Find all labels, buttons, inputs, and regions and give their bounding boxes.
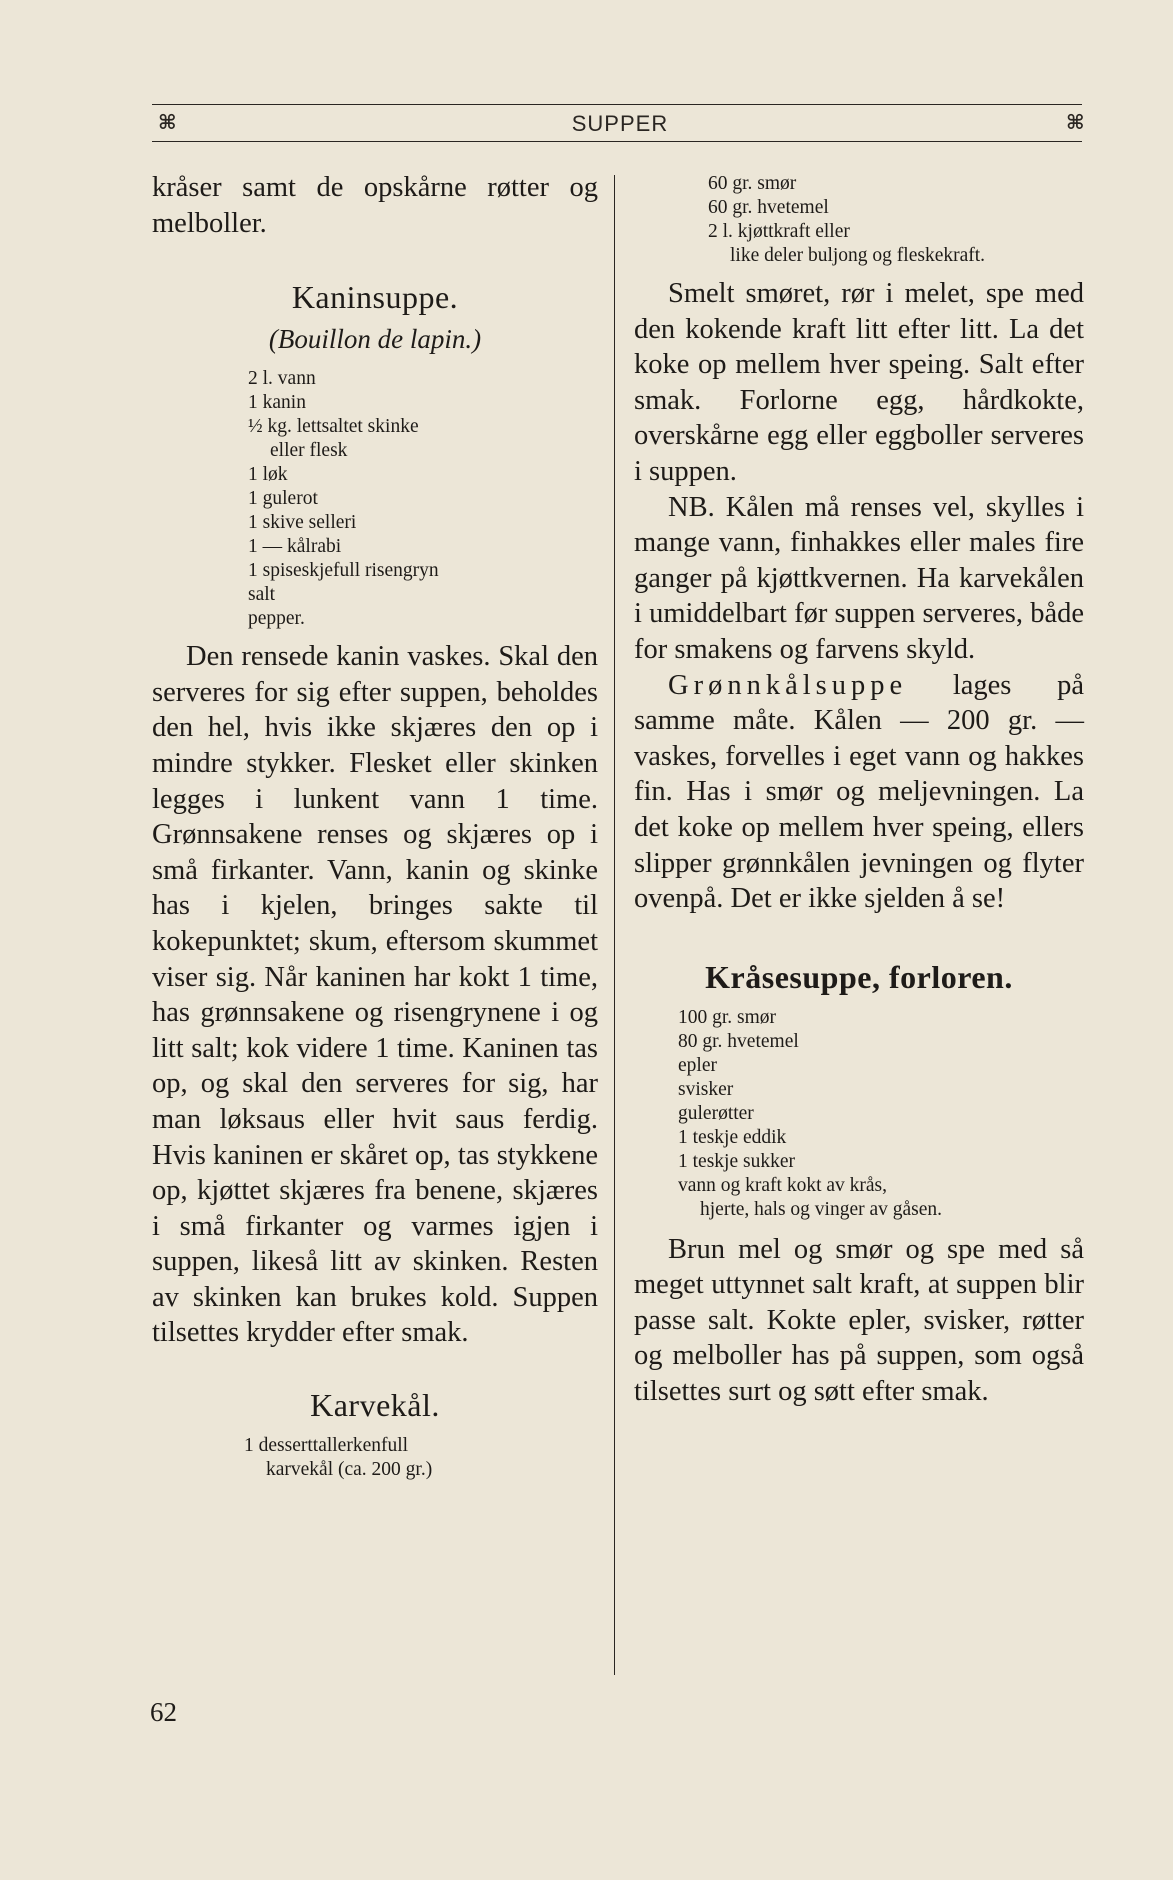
- ingredient-item: 1 løk: [248, 464, 288, 486]
- ingredient-item: salt: [248, 584, 276, 606]
- header-rule-bottom: [152, 141, 1082, 142]
- ingredient-item: 1 gulerot: [248, 488, 318, 510]
- ingredient-item: 1 kanin: [248, 392, 306, 414]
- ingredient-item: 60 gr. hvetemel: [708, 197, 829, 218]
- left-column: [152, 170, 598, 1482]
- ingredient-item: ½ kg. lettsaltet skinke: [248, 416, 419, 438]
- ingredient-item: vann og kraft kokt av krås,: [678, 1174, 888, 1196]
- ingredient-list-kaninsuppe: [152, 367, 598, 631]
- ingredient-item: 1 — kålrabi: [248, 536, 342, 558]
- ingredient-item: 2 l. vann: [248, 368, 316, 390]
- recipe-subtitle-kaninsuppe: (Bouillon de lapin.): [268, 324, 482, 355]
- column-divider: [614, 175, 615, 1675]
- ingredient-item: epler: [678, 1054, 717, 1076]
- ingredient-list-karvekal-continued: [634, 172, 1084, 268]
- recipe-name-gronnkalsuppe: Grønnkålsuppe: [668, 669, 908, 701]
- ingredient-list-karvekal: [152, 1434, 598, 1482]
- note-paragraph: NB. Kålen må renses vel, skylles i mange vann, finhakkes eller males fire ganger på kjøttkvernen. Ha karvekålen i umiddelbart før suppen serveres, både for smakens og farvens skyld.: [634, 491, 1084, 665]
- ingredient-item: hjerte, hals og vinger av gåsen.: [700, 1198, 943, 1220]
- ingredient-item: 1 spiseskjefull risengryn: [248, 560, 439, 582]
- header-ornament-right: ⌘: [1066, 110, 1085, 134]
- recipe-title-krasesuppe: Kråsesuppe, forloren.: [705, 958, 1013, 995]
- ingredient-item: svisker: [678, 1078, 734, 1100]
- recipe-text-karvekal: Smelt smøret, rør i melet, spe med den kokende kraft litt efter litt. La det koke op mellem hver speing. Salt efter smak. Forlorne egg, hårdkokte, overskårne egg eller eggboller serveres i suppen.: [634, 278, 1084, 487]
- ingredient-item: 60 gr. smør: [708, 173, 797, 194]
- recipe-text-krasesuppe: Brun mel og smør og spe med så meget uttynnet salt kraft, at suppen blir passe salt. Kokte epler, svisker, røtter og melboller has på suppen, som også tilsettes surt og søtt efter smak.: [634, 1233, 1084, 1408]
- ingredient-item: 100 gr. smør: [678, 1006, 777, 1028]
- header-ornament-left: ⌘: [158, 110, 177, 134]
- ingredient-item: 1 skive selleri: [248, 512, 357, 534]
- ingredient-item: gulerøtter: [678, 1102, 754, 1124]
- page-number: 62: [150, 1697, 177, 1727]
- recipe-text-gronnkalsuppe: Grønnkålsuppe lages på samme måte. Kålen — 200 gr. — vaskes, forvelles i eget vann og hakkes fin. Has i smør og meljevningen. La det koke op mellem hver speing, ellers slipper grønnkålen jevningen og flyter ovenpå. Det er ikke sjelden å se!: [634, 669, 1084, 915]
- ingredient-item: 80 gr. hvetemel: [678, 1030, 799, 1052]
- right-column: [634, 172, 1084, 1410]
- ingredient-item: pepper.: [248, 608, 305, 630]
- ingredient-item: 1 teskje eddik: [678, 1126, 787, 1148]
- ingredient-item: 2 l. kjøttkraft eller: [708, 221, 850, 242]
- ingredient-item: like deler buljong og fleskekraft.: [730, 245, 986, 266]
- ingredient-item: 1 teskje sukker: [678, 1150, 795, 1172]
- running-header: SUPPER: [571, 111, 669, 136]
- recipe-text-kaninsuppe: Den rensede kanin vaskes. Skal den serveres for sig efter suppen, beholdes den hel, hvis ikke skjæres den op i mindre stykker. Flesket eller skinken legges i lunkent vann 1 time. Grønnsakene renses og skjæres op i små firkanter. Vann, kanin og skinke has i kjelen, bringes sakte til kokepunktet; skum, eftersom skummet viser sig. Når kaninen har kokt 1 time, has grønnsakene og risengrynene i og litt salt; kok videre 1 time. Kaninen tas op, og skal den serveres for sig, har man løksaus eller hvit saus ferdig. Hvis kaninen er skåret op, tas stykkene op, kjøttet skjæres fra benene, skjæres i små firkanter og varmes igjen i suppen, likeså litt av skinken. Resten av skinken kan brukes kold. Suppen tilsettes krydder efter smak.: [152, 641, 598, 1349]
- intro-paragraph: kråser samt de opskårne røtter og melboller.: [152, 172, 598, 239]
- ingredient-list-krasesuppe: [634, 1006, 1084, 1222]
- ingredient-item: eller flesk: [270, 440, 348, 462]
- recipe-title-kaninsuppe: Kaninsuppe.: [291, 279, 459, 316]
- ingredient-item: karvekål (ca. 200 gr.): [266, 1459, 433, 1481]
- header-rule-top: [152, 104, 1082, 105]
- recipe-title-karvekal: Karvekål.: [310, 1387, 440, 1424]
- ingredient-item: 1 desserttallerkenfull: [244, 1435, 409, 1457]
